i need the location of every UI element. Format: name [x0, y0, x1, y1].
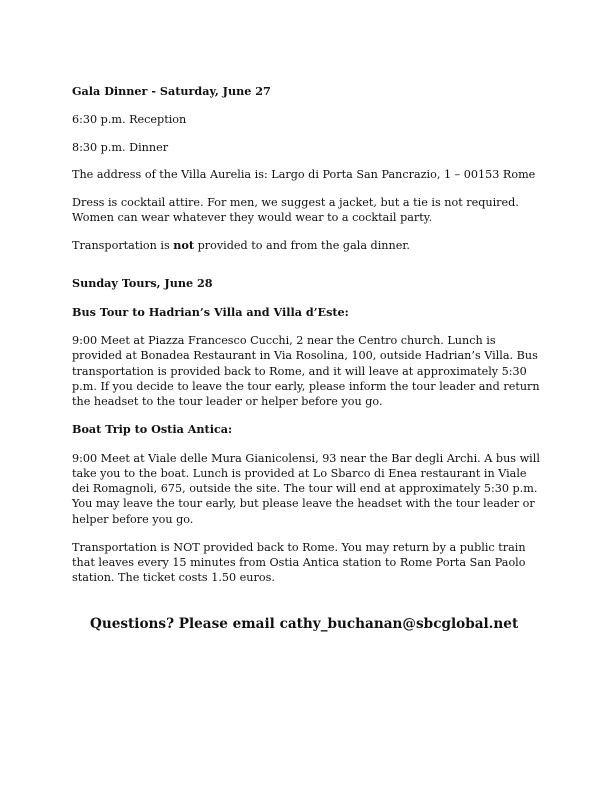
gala-transport-emphasis: not — [173, 238, 195, 253]
bus-tour-details: 9:00 Meet at Piazza Francesco Cucchi, 2 near the Centro church. Lunch is provided at Bonadea Restaurant in Via Rosolina, 100, outside Hadrian’s Villa. Bus transportation is provided back to Rome, and it will leave at approximately 5:30 p.m. If you decide to leave the tour early, please inform the tour leader and return the headset to the tour leader or helper before you go. — [72, 334, 540, 408]
questions-prefix: Questions? Please email — [90, 615, 280, 632]
gala-transport-note — [72, 238, 542, 253]
reception-time: 6:30 p.m. Reception — [72, 112, 187, 126]
document-body — [72, 84, 542, 586]
gala-transport-after: provided to and from the gala dinner. — [194, 239, 410, 253]
dress-code: Dress is cocktail attire. For men, we suggest a jacket, but a tie is not required. Women can wear whatever they would wear to a cocktail party. — [72, 196, 519, 225]
dinner-time: 8:30 p.m. Dinner — [72, 140, 169, 154]
gala-heading: Gala Dinner - Saturday, June 27 — [72, 84, 271, 98]
questions-contact — [90, 616, 560, 632]
villa-address: The address of the Villa Aurelia is: Largo di Porta San Pancrazio, 1 – 00153 Rome — [72, 168, 536, 182]
bus-tour-heading: Bus Tour to Hadrian’s Villa and Villa d’Este: — [72, 304, 349, 319]
boat-trip-transport-note: Transportation is NOT provided back to Rome. You may return by a public train that leaves every 15 minutes from Ostia Antica station to Rome Porta San Paolo station. The ticket costs 1.50 euros. — [72, 540, 526, 585]
boat-trip-details: 9:00 Meet at Viale delle Mura Gianicolensi, 93 near the Bar degli Archi. A bus will take you to the boat. Lunch is provided at Lo Sbarco di Enea restaurant in Viale dei Romagnoli, 675, outside the site. The tour will end at approximately 5:30 p.m. You may leave the tour early, but please leave the headset with the tour leader or helper before you go. — [72, 451, 540, 526]
sunday-heading: Sunday Tours, June 28 — [72, 276, 213, 291]
boat-trip-heading: Boat Trip to Ostia Antica: — [72, 422, 233, 437]
gala-transport-before: Transportation is — [72, 239, 174, 253]
contact-email[interactable]: cathy_buchanan@sbcglobal.net — [279, 615, 519, 632]
